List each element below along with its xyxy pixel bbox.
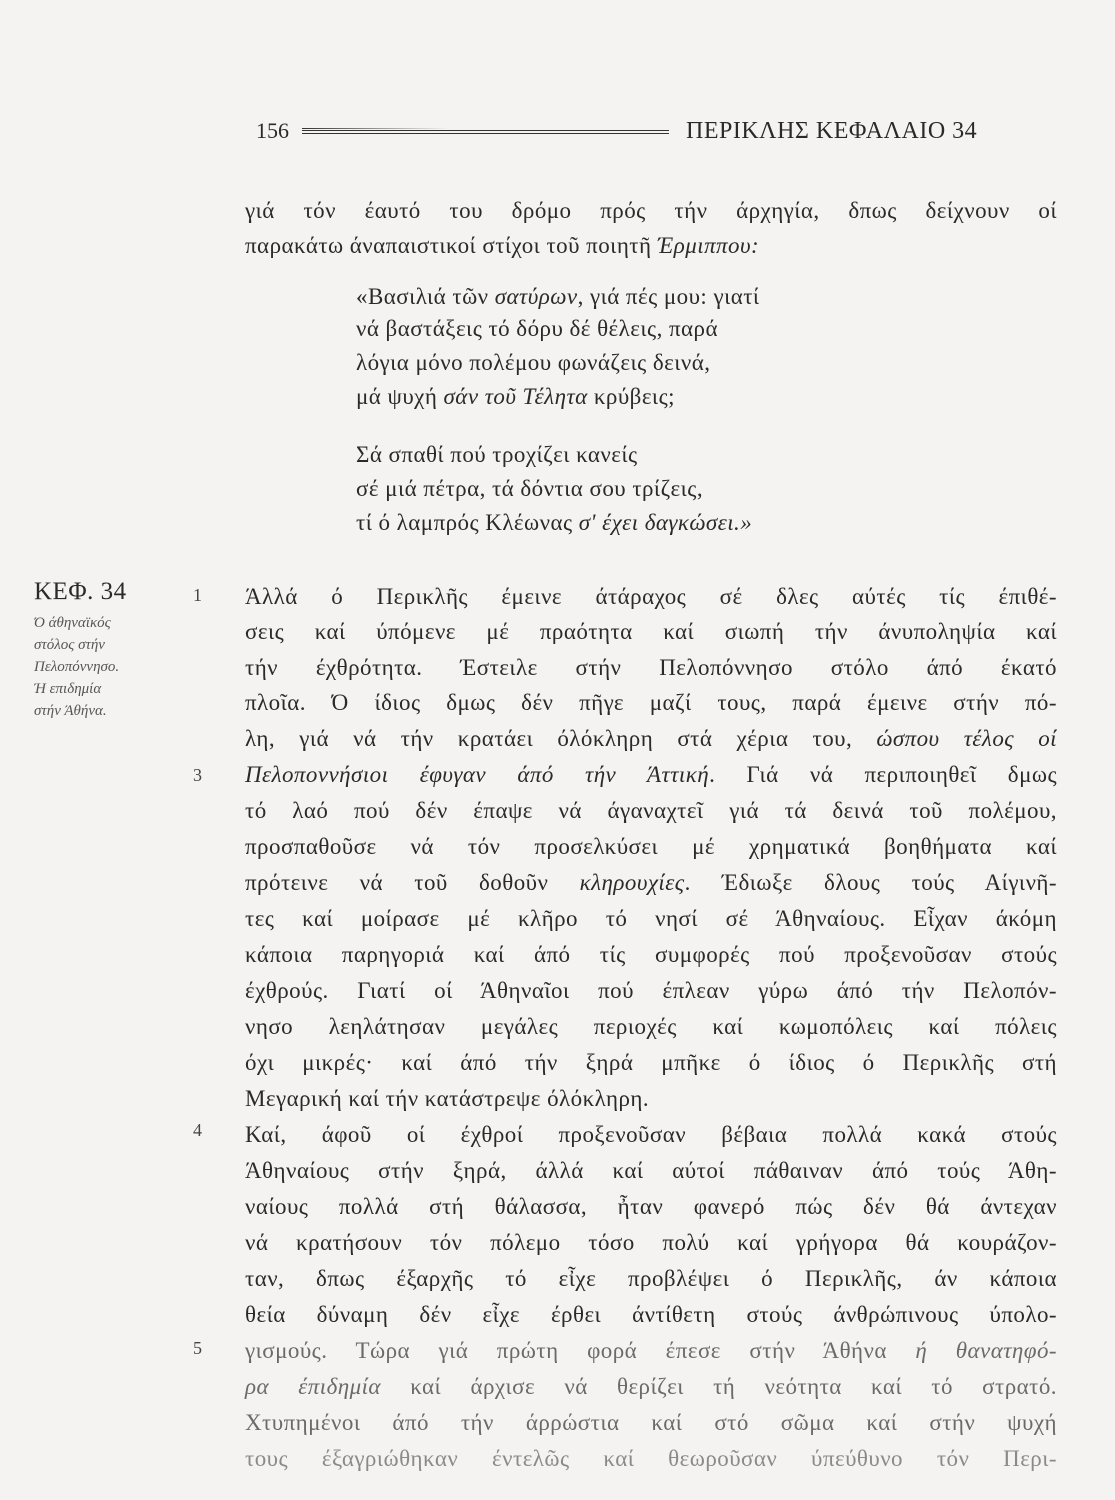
margin-note: στόλος στήν xyxy=(34,637,105,653)
body-line: νά κρατήσουν τόν πόλεμο τόσο πολύ καί γρήγορα θά κουράζον- xyxy=(245,1230,1057,1255)
verse-line: «Βασιλιά τῶν σατύρων, γιά πές μου: γιατί xyxy=(356,284,760,309)
intro-line: γιά τόν έαυτό του δρόμο πρός τήν άρχηγία, δπως δείχνουν οί xyxy=(245,198,1057,223)
body-line: γισμούς. Τώρα γιά πρώτη φορά έπεσε στήν Άθήνα ή θανατηφό- xyxy=(245,1338,1058,1363)
section-number: 5 xyxy=(193,1338,202,1358)
body-line: τες καί μοίρασε μέ κλῆρο τό νησί σέ Άθηναίους. Εἶχαν άκόμη xyxy=(245,906,1057,931)
body-line: έχθρούς. Γιατί οί Άθηναῖοι πού έπλεαν γύρω άπό τήν Πελοπόν- xyxy=(245,978,1057,1003)
body-line: τους έξαγριώθηκαν έντελῶς καί θεωροῦσαν ύπεύθυνο τόν Περι- xyxy=(245,1446,1057,1471)
body-line: νησο λεηλάτησαν μεγάλες περιοχές καί κωμοπόλεις καί πόλεις xyxy=(245,1014,1057,1039)
header-rule xyxy=(302,130,669,134)
verse-line: λόγια μόνο πολέμου φωνάζεις δεινά, xyxy=(356,350,711,375)
verse-line: μά ψυχή σάν τοῦ Τέλητα κρύβεις; xyxy=(356,384,675,409)
margin-note: Ή επιδημία xyxy=(34,681,102,697)
section-number: 4 xyxy=(193,1120,202,1140)
page-number: 156 xyxy=(256,118,289,143)
body-line: Άλλά ό Περικλῆς έμεινε άτάραχος σέ δλες αύτές τίς έπιθέ- xyxy=(245,584,1057,609)
body-line: τήν έχθρότητα. Έστειλε στήν Πελοπόννησο στόλο άπό έκατό xyxy=(245,655,1057,680)
body-line: ρα έπιδημία καί άρχισε νά θερίζει τή νεότητα καί τό στρατό. xyxy=(245,1374,1057,1399)
page-header xyxy=(250,118,1050,148)
body-line: θεία δύναμη δέν εἶχε έρθει άντίθετη στούς άνθρώπινους ύπολο- xyxy=(245,1302,1057,1327)
body-line: πλοῖα. Ό ίδιος δμως δέν πῆγε μαζί τους, παρά έμεινε στήν πό- xyxy=(245,690,1057,715)
margin-note: Ό άθηναϊκός xyxy=(34,615,111,631)
verse-line: Σά σπαθί πού τροχίζει κανείς xyxy=(356,442,638,467)
verse-line: τί ό λαμπρός Κλέωνας σ' έχει δαγκώσει.» xyxy=(356,510,753,535)
body-line: λη, γιά νά τήν κρατάει όλόκληρη στά χέρια του, ώσπου τέλος οί xyxy=(245,726,1057,751)
margin-note: Πελοπόννησο. xyxy=(34,659,120,675)
body-line: Χτυπημένοι άπό τήν άρρώστια καί στό σῶμα καί στήν ψυχή xyxy=(245,1410,1057,1435)
verse-line: σέ μιά πέτρα, τά δόντια σου τρίζεις, xyxy=(356,476,704,501)
body-line: τό λαό πού δέν έπαψε νά άγαναχτεῖ γιά τά δεινά τοῦ πολέμου, xyxy=(245,798,1057,823)
verse-line: νά βαστάξεις τό δόρυ δέ θέλεις, παρά xyxy=(356,316,718,341)
body-line: προσπαθοῦσε νά τόν προσελκύσει μέ χρηματικά βοηθήματα καί xyxy=(245,834,1057,859)
chapter-label: ΚΕΦ. 34 xyxy=(34,578,127,605)
section-number: 1 xyxy=(193,585,202,605)
body-line: κάποια παρηγοριά καί άπό τίς συμφορές πού προξενοῦσαν στούς xyxy=(245,942,1057,967)
body-line: πρότεινε νά τοῦ δοθοῦν κληρουχίες. Έδιωξε δλους τούς Αίγινῆ- xyxy=(245,870,1058,895)
body-line: ταν, δπως έξαρχῆς τό εἶχε προβλέψει ό Περικλῆς, άν κάποια xyxy=(245,1266,1057,1291)
intro-line: παρακάτω άναπαιστικοί στίχοι τοῦ ποιητῆ Έρμιππου: xyxy=(245,233,760,258)
body-line: σεις καί ύπόμενε μέ πραότητα καί σιωπή τήν άνυποληψία καί xyxy=(245,619,1057,644)
body-line: ναίους πολλά στή θάλασσα, ἦταν φανερό πώς δέν θά άντεχαν xyxy=(245,1194,1057,1219)
running-head: ΠΕΡΙΚΛΗΣ ΚΕΦΑΛΑΙΟ 34 xyxy=(686,118,978,144)
margin-note: στήν Άθήνα. xyxy=(34,703,107,719)
body-line: Άθηναίους στήν ξηρά, άλλά καί αύτοί πάθαιναν άπό τούς Άθη- xyxy=(245,1158,1057,1183)
section-number: 3 xyxy=(193,765,202,785)
body-line: Μεγαρική καί τήν κατάστρεψε όλόκληρη. xyxy=(245,1086,650,1111)
body-line: Πελοποννήσιοι έφυγαν άπό τήν Άττική. Γιά νά περιποιηθεῖ δμως xyxy=(245,762,1057,787)
body-line: Καί, άφοῦ οί έχθροί προξενοῦσαν βέβαια πολλά κακά στούς xyxy=(245,1122,1057,1147)
body-line: όχι μικρές· καί άπό τήν ξηρά μπῆκε ό ίδιος ό Περικλῆς στή xyxy=(245,1050,1057,1075)
